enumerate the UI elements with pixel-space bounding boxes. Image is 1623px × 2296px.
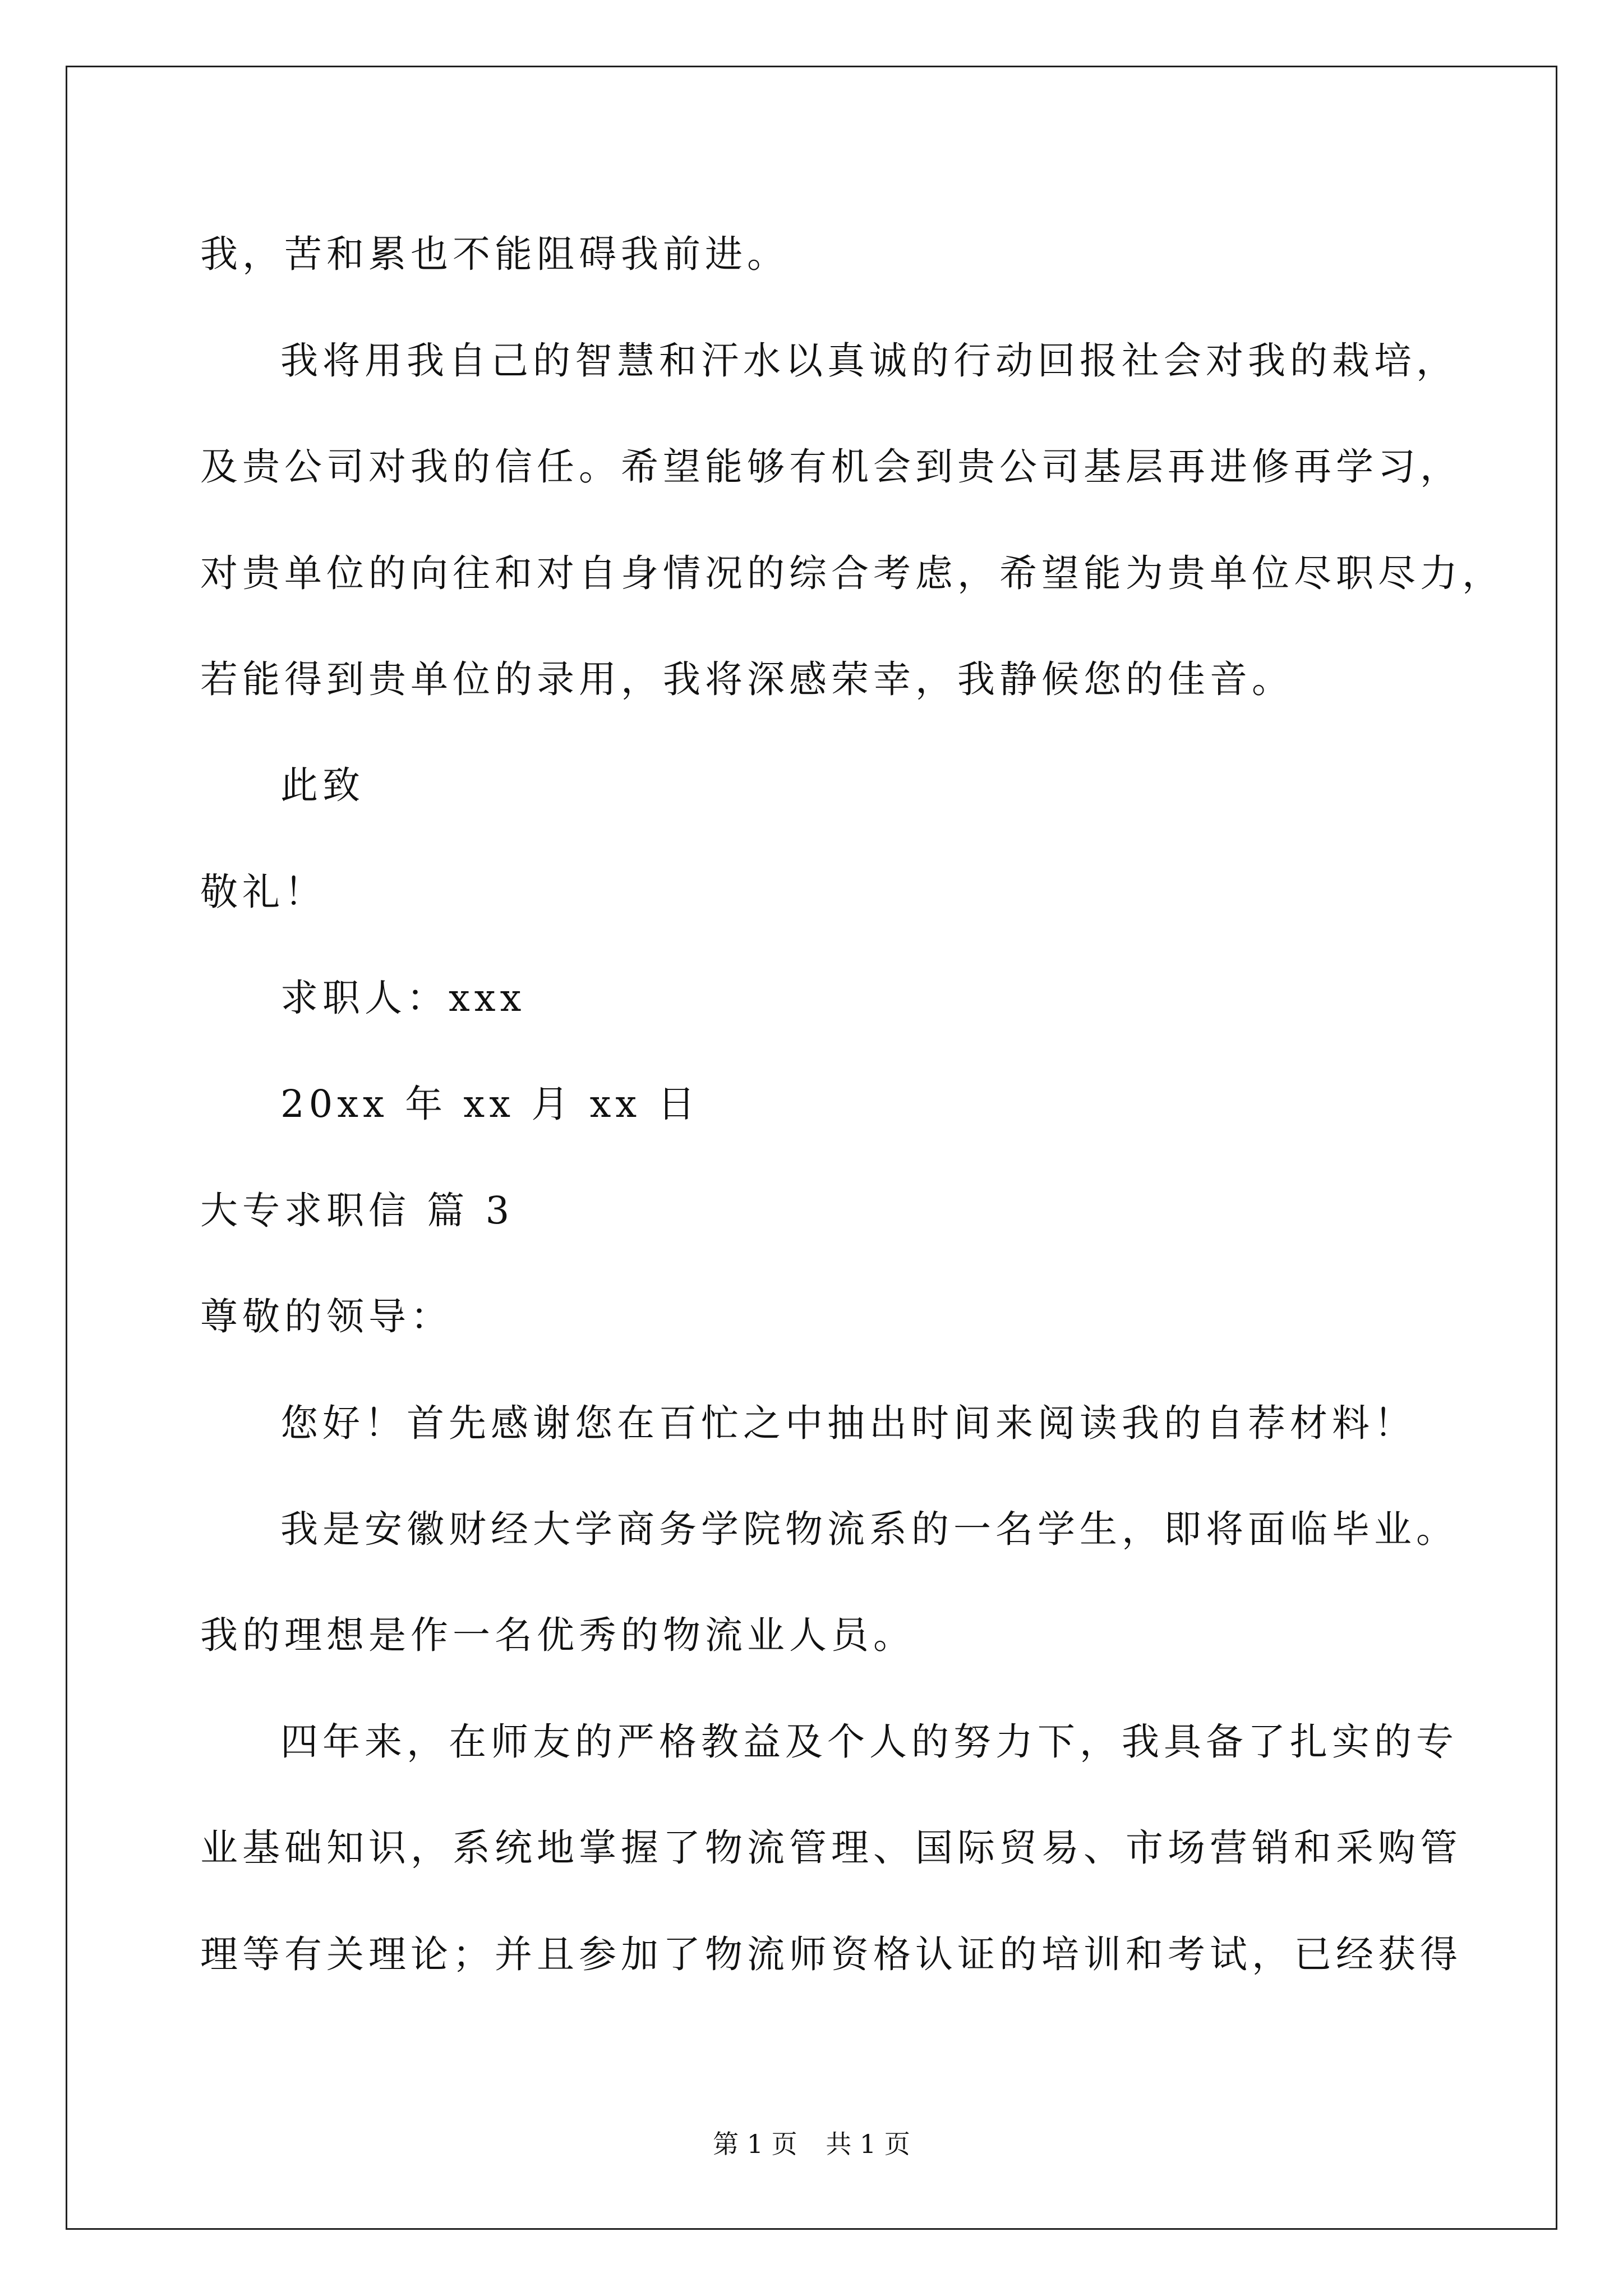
text-line: 求职人：xxx [280,976,526,1020]
text-line: 我，苦和累也不能阻碍我前进。 [200,232,789,276]
page-footer [0,2127,1623,2161]
text-line: 及贵公司对我的信任。希望能够有机会到贵公司基层再进修再学习， [200,445,1462,489]
text-line: 我将用我自己的智慧和汗水以真诚的行动回报社会对我的栽培， [280,339,1458,383]
text-line: 若能得到贵单位的录用，我将深感荣幸，我静候您的佳音。 [200,657,1294,701]
text-line: 20xx 年 xx 月 xx 日 [280,1082,700,1126]
text-line: 我的理想是作一名优秀的物流业人员。 [200,1613,915,1657]
text-line: 此致 [280,763,365,807]
text-line: 业基础知识，系统地掌握了物流管理、国际贸易、市场营销和采购管 [200,1826,1462,1870]
section-heading: 大专求职信 篇 3 [200,1189,514,1232]
text-line: 敬礼！ [200,870,326,914]
text-line: 我是安徽财经大学商务学院物流系的一名学生，即将面临毕业。 [280,1507,1458,1551]
text-line: 理等有关理论；并且参加了物流师资格认证的培训和考试，已经获得 [200,1932,1462,1976]
salutation: 尊敬的领导： [200,1295,453,1338]
text-line: 您好！首先感谢您在百忙之中抽出时间来阅读我的自荐材料！ [280,1401,1416,1445]
page-count: 共 1 页 [826,2129,910,2159]
page-number: 第 1 页 [713,2129,797,2159]
text-line: 四年来，在师友的严格教益及个人的努力下，我具备了扎实的专 [280,1720,1458,1764]
text-line: 对贵单位的向往和对自身情况的综合考虑，希望能为贵单位尽职尽力， [200,551,1504,595]
page-border [66,66,1557,2230]
